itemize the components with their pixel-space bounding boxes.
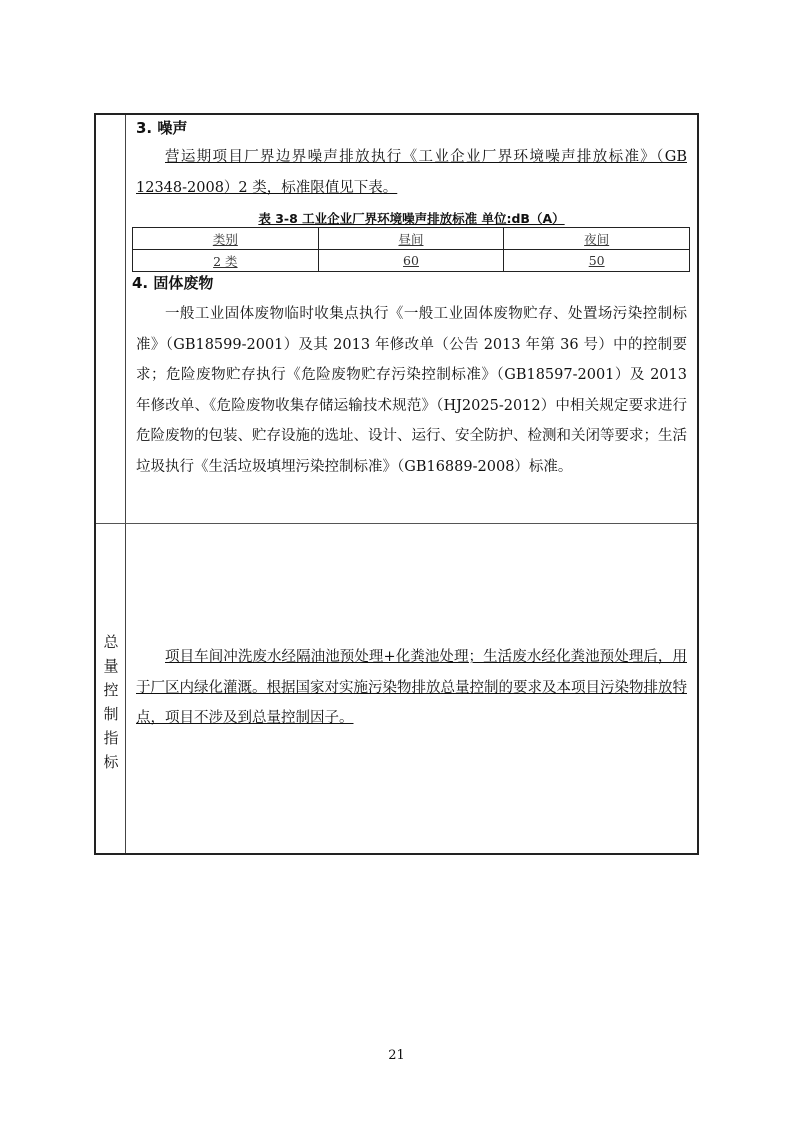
solid-waste-heading: 4. 固体废物 [132, 274, 214, 292]
table-row [133, 250, 690, 272]
label-char: 量 [103, 657, 119, 675]
total-control-label [96, 630, 126, 774]
cell-nighttime-limit: 50 [504, 250, 690, 272]
total-control-paragraph: 项目车间冲洗废水经隔油池预处理+化粪池处理；生活废水经化粪池预处理后，用于厂区内绿化灌溉。根据国家对实施污染物排放总量控制的要求及本项目污染物排放特点，项目不涉及到总量控制因子。 [136, 649, 687, 726]
cell-daytime-limit: 60 [318, 250, 504, 272]
page-number: 21 [388, 1048, 405, 1063]
label-char: 指 [103, 729, 119, 747]
noise-standard-table [132, 227, 690, 272]
standards-cell [132, 117, 687, 482]
solid-waste-paragraph: 一般工业固体废物临时收集点执行《一般工业固体废物贮存、处置场污染控制标准》（GB18599-2001）及其 2013 年修改单（公告 2013 年第 36 号）中的控制要求；危险废物贮存执行《危险废物贮存污染控制标准》（GB18597-2001）及 2013 年修改单、《危险废物收集存储运输技术规范》（HJ2025-2012）中相关规定要求进行危险废物的包装、贮存设施的选址、设计、运行、安全防护、检测和关闭等要求；生活垃圾执行《生活垃圾填埋污染控制标准》（GB16889-2008）标准。 [136, 306, 687, 475]
header-daytime: 昼间 [318, 228, 504, 250]
noise-heading: 3. 噪声 [136, 119, 188, 137]
header-category: 类别 [133, 228, 319, 250]
label-char: 制 [103, 705, 119, 723]
document-table-frame [94, 113, 699, 855]
label-char: 总 [103, 633, 119, 651]
cell-category: 2 类 [133, 250, 319, 272]
total-control-cell [136, 642, 687, 734]
label-char: 标 [103, 753, 119, 771]
label-char: 控 [103, 681, 119, 699]
noise-paragraph: 营运期项目厂界边界噪声排放执行《工业企业厂界环境噪声排放标准》（GB 12348-2008）2 类，标准限值见下表。 [136, 149, 687, 196]
header-nighttime: 夜间 [504, 228, 690, 250]
table-header-row [133, 228, 690, 250]
noise-table-caption: 表 3-8 工业企业厂界环境噪声排放标准 单位:dB（A） [258, 211, 565, 226]
row-divider [96, 523, 697, 524]
